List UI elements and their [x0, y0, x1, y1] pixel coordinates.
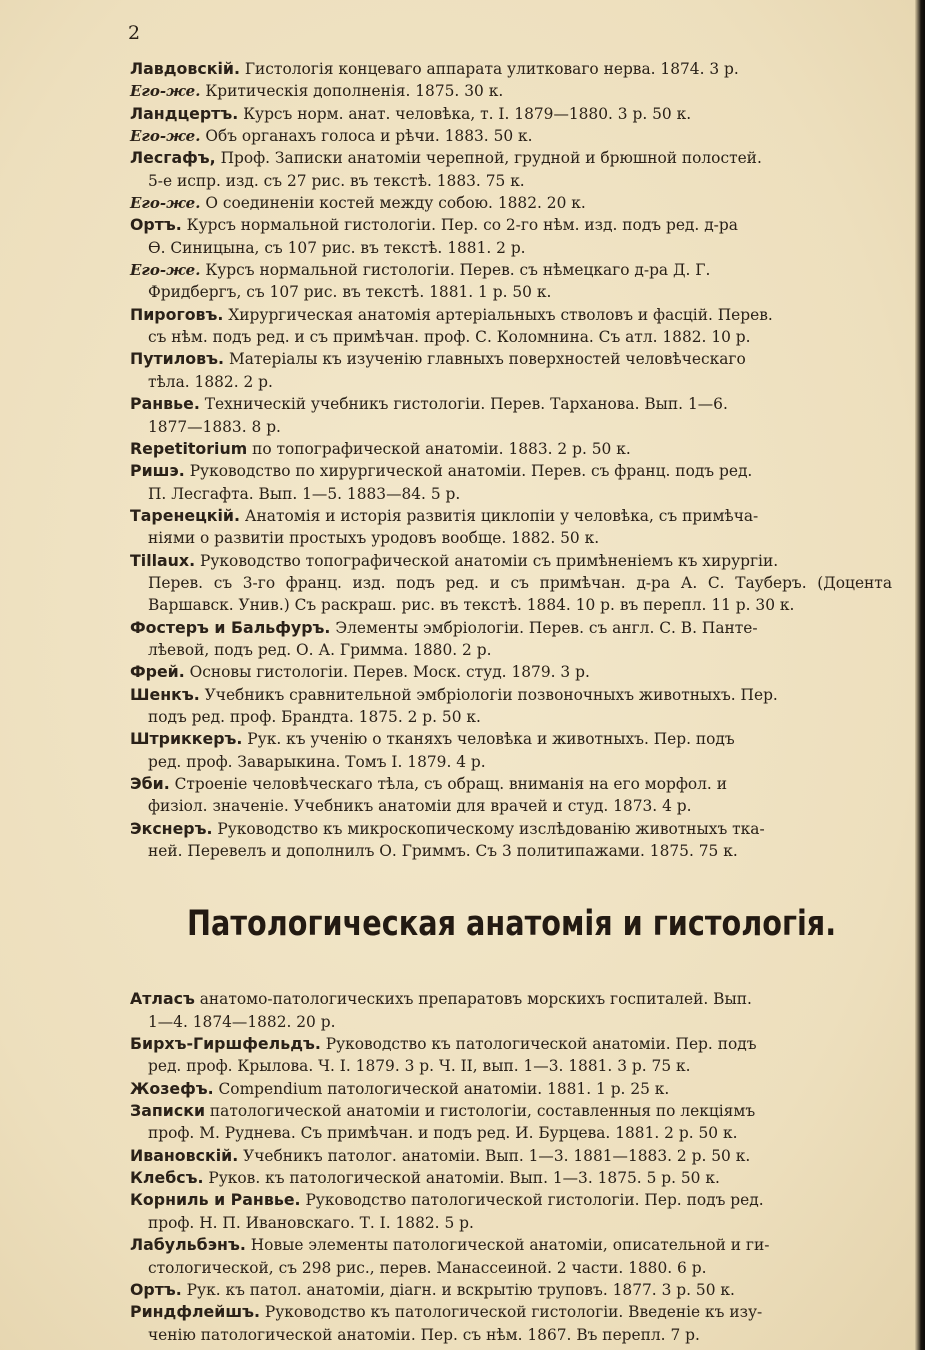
bibliography-entry [130, 617, 892, 662]
bibliography-entry [130, 1145, 892, 1167]
entry-continuation: П. Лесгафта. Вып. 1—5. 1883—84. 5 р. [148, 484, 461, 503]
entry-author: Риндфлейшъ. [130, 1302, 260, 1322]
entry-author: Путиловъ. [130, 349, 225, 369]
entry-title: Compendium патологической анатоміи. 1881. 1 р. 25 к. [213, 1079, 670, 1098]
entry-author: Клебсъ. [130, 1168, 204, 1188]
bibliography-entry [130, 304, 892, 349]
pathology-entries [130, 988, 892, 1346]
entry-author: Ортъ. [130, 1279, 182, 1299]
entry-title: Рукoв. къ патологической анатоміи. Вып. 1—3. 1875. 5 р. 50 к. [203, 1169, 720, 1188]
entry-title: Объ органахъ голоса и рѣчи. 1883. 50 к. [200, 127, 533, 146]
entry-author: Его-же. [130, 194, 201, 213]
entry-continuation: физіол. значеніе. Учебникъ анатоміи для врачей и студ. 1873. 4 р. [148, 797, 692, 816]
entry-title: Руководство топографической анатоміи съ примѣненіемъ къ хирургіи. [195, 551, 779, 570]
entry-title: Техническій учебникъ гистологіи. Перев. Тарханова. Вып. 1—6. [199, 395, 728, 414]
entry-continuation: проф. М. Руднева. Съ примѣчан. и подъ ред. И. Бурцева. 1881. 2 р. 50 к. [148, 1124, 738, 1143]
bibliography-entry [130, 1167, 892, 1189]
entry-title: Новые элементы патологической анатоміи, описательной и ги- [245, 1236, 770, 1255]
bibliography-entry [130, 988, 892, 1033]
bibliography-entry [130, 818, 892, 863]
entry-author: Записки [130, 1101, 206, 1121]
bibliography-entry [130, 1279, 892, 1301]
entry-title: Критическія дополненія. 1875. 30 к. [200, 82, 504, 101]
bibliography-entry [130, 1234, 892, 1279]
entry-continuation: ней. Перевелъ и дополнилъ О. Гриммъ. Съ 3 политипажами. 1875. 75 к. [148, 842, 738, 861]
entry-continuation: съ нѣм. подъ ред. и съ примѣчан. проф. С. Коломнина. Съ атл. 1882. 10 р. [148, 328, 751, 347]
bibliography-entry [130, 773, 892, 818]
entry-title: Основы гистологіи. Перев. Моск. студ. 1879. 3 р. [184, 663, 590, 682]
bibliography-entry [130, 550, 892, 617]
entry-title: Руководство къ патологической гистологіи. Введеніе къ изу- [260, 1303, 763, 1322]
entry-continuation: проф. Н. П. Ивановскаго. Т. I. 1882. 5 р. [148, 1213, 474, 1232]
bibliography-entry [130, 125, 892, 147]
bibliography-entry [130, 192, 892, 214]
bibliography-entry [130, 393, 892, 438]
entry-title: О соединеніи костей между собою. 1882. 20 к. [200, 194, 586, 213]
bibliography-entry [130, 1100, 892, 1145]
entry-author: Пироговъ. [130, 304, 224, 324]
entry-title: Руководство къ микроскопическому изслѣдованію животныхъ тка- [212, 819, 765, 838]
entry-title: Руководство по хирургической анатоміи. Перев. съ франц. подъ ред. [184, 462, 753, 481]
entry-title: Курсъ нормальной гистологіи. Пер. со 2-го нѣм. изд. подъ ред. д-ра [181, 216, 738, 235]
bibliography-entry [130, 1189, 892, 1234]
entry-author: Лавдовскій. [130, 59, 240, 78]
entry-author: Ранвье. [130, 394, 200, 414]
entry-title: по топографической анатоміи. 1883. 2 р. 50 к. [247, 439, 631, 458]
bibliography-entry [130, 728, 892, 773]
bibliography-entry [130, 438, 892, 460]
section-heading-pathological-anatomy: Патологическая анатомія и гистологія. [187, 904, 837, 945]
entry-continuation: стологической, съ 298 рис., перев. Манассеиной. 2 части. 1880. 6 р. [148, 1258, 707, 1277]
entry-title: Матеріалы къ изученію главныхъ поверхностей человѣческаго [224, 350, 746, 369]
entry-author: Лесгафъ, [130, 148, 216, 168]
entry-author: Бирхъ-Гиршфельдъ. [130, 1034, 321, 1054]
entry-author: Экснеръ. [130, 818, 213, 838]
entry-author: Ришэ. [130, 461, 185, 481]
entry-title: Руководство патологической гистологіи. Пер. подъ ред. [300, 1191, 764, 1210]
page-gutter-edge [915, 0, 925, 1350]
entry-author: Его-же. [130, 82, 201, 101]
bibliography-entry [130, 1301, 892, 1346]
bibliography-entry [130, 684, 892, 729]
bibliography-listing [130, 58, 892, 1346]
entry-author: Ивановскій. [130, 1145, 239, 1165]
bibliography-entry [130, 1078, 892, 1100]
entry-title: патологической анатоміи и гистологіи, составленныя по лекціямъ [205, 1102, 756, 1121]
entry-continuation: ніями о развитіи простыхъ уродовъ вообще. 1882. 50 к. [148, 529, 600, 548]
entry-continuation: Ѳ. Синицына, съ 107 рис. въ текстѣ. 1881. 2 р. [148, 238, 526, 257]
entry-author: Фостеръ и Бальфуръ. [130, 617, 331, 637]
entry-title: Хирургическая анатомія артеріальныхъ стволовъ и фасцій. Перев. [223, 305, 773, 324]
entry-continuation: 1—4. 1874—1882. 20 р. [148, 1012, 336, 1031]
entry-title: Учебникъ патолог. анатоміи. Вып. 1—3. 1881—1883. 2 р. 50 к. [238, 1146, 751, 1165]
entry-author: Фрей. [130, 662, 185, 682]
entry-author: Штриккеръ. [130, 729, 243, 749]
entry-continuation: подъ ред. проф. Брандта. 1875. 2 р. 50 к. [148, 707, 481, 726]
entry-title: Гистологія концеваго аппарата улитковаго нерва. 1874. 3 р. [239, 60, 739, 78]
entry-author: Его-же. [130, 127, 201, 146]
entry-continuation: ред. проф. Заварыкина. Томъ I. 1879. 4 р. [148, 752, 486, 771]
page-number: 2 [128, 22, 142, 44]
entry-title: Строеніе человѣческаго тѣла, съ обращ. вниманія на его морфол. и [169, 775, 727, 793]
entry-title: Рук. къ ученію о тканяхъ человѣка и животныхъ. Пер. подъ [242, 730, 735, 749]
entry-author: Ландцертъ. [130, 103, 239, 123]
entry-author: Repetitorium [130, 438, 248, 458]
entry-author: Tillaux. [130, 550, 196, 570]
bibliography-entry [130, 259, 892, 304]
entry-title: Проф. Записки анатоміи черепной, грудной и брюшной полостей. [215, 149, 762, 168]
entry-title: Курсъ нормальной гистологіи. Перев. съ нѣмецкаго д-ра Д. Г. [200, 261, 711, 280]
bibliography-entry [130, 147, 892, 192]
entry-author: Атласъ [130, 989, 195, 1009]
bibliography-entry [130, 1033, 892, 1078]
anatomy-histology-entries [130, 58, 892, 862]
entry-continuation: 5-е испр. изд. съ 27 рис. въ текстѣ. 1883. 75 к. [148, 171, 525, 190]
entry-author: Ортъ. [130, 215, 182, 235]
bibliography-entry [130, 661, 892, 683]
bibliography-entry [130, 103, 892, 125]
bibliography-entry [130, 460, 892, 505]
entry-title: Анатомія и исторія развитія циклопіи у человѣка, съ примѣча- [240, 506, 759, 525]
entry-title: Руководство къ патологической анатоміи. Пер. подъ [320, 1035, 757, 1054]
bibliography-entry [130, 505, 892, 550]
entry-continuation: лѣевой, подъ ред. О. А. Гримма. 1880. 2 р. [148, 640, 492, 659]
entry-title: анатомо-патологическихъ препаратовъ морскихъ госпиталей. Вып. [194, 990, 752, 1009]
entry-author: Корниль и Ранвье. [130, 1190, 301, 1210]
entry-author: Его-же. [130, 261, 201, 280]
entry-title: Учебникъ сравнительной эмбріологіи позвоночныхъ животныхъ. Пер. [199, 685, 778, 704]
bibliography-entry [130, 214, 892, 259]
entry-continuation: ченію патологической анатоміи. Пер. съ нѣм. 1867. Въ перепл. 7 р. [148, 1325, 700, 1344]
entry-title: Курсъ норм. анат. человѣка, т. I. 1879—1880. 3 р. 50 к. [238, 104, 692, 123]
bibliography-entry [130, 58, 892, 80]
entry-author: Жозефъ. [130, 1078, 214, 1098]
entry-continuation: 1877—1883. 8 р. [148, 417, 281, 436]
entry-author: Шенкъ. [130, 684, 200, 704]
bibliography-entry [130, 348, 892, 393]
entry-author: Таренецкій. [130, 505, 240, 525]
entry-continuation: тѣла. 1882. 2 р. [148, 372, 273, 391]
entry-title: Элементы эмбріологіи. Перев. съ англ. С. В. Панте- [330, 618, 758, 637]
entry-author: Эби. [130, 774, 170, 793]
entry-author: Лабульбэнъ. [130, 1235, 246, 1255]
entry-continuation: Фридбергъ, съ 107 рис. въ текстѣ. 1881. 1 р. 50 к. [148, 283, 552, 302]
entry-title: Рук. къ патол. анатоміи, діагн. и вскрытію труповъ. 1877. 3 р. 50 к. [181, 1280, 735, 1299]
entry-continuation: ред. проф. Крылова. Ч. I. 1879. 3 р. Ч. II, вып. 1—3. 1881. 3 р. 75 к. [148, 1057, 691, 1076]
bibliography-entry [130, 80, 892, 102]
entry-continuation: Перев. съ 3-го франц. изд. подъ ред. и съ примѣчан. д-ра А. С. Тауберъ. (Доцента Варшавск. Унив.) Съ раскраш. рис. въ текстѣ. 1884. 10 р. въ перепл. 11 р. 30 к. [148, 573, 892, 615]
